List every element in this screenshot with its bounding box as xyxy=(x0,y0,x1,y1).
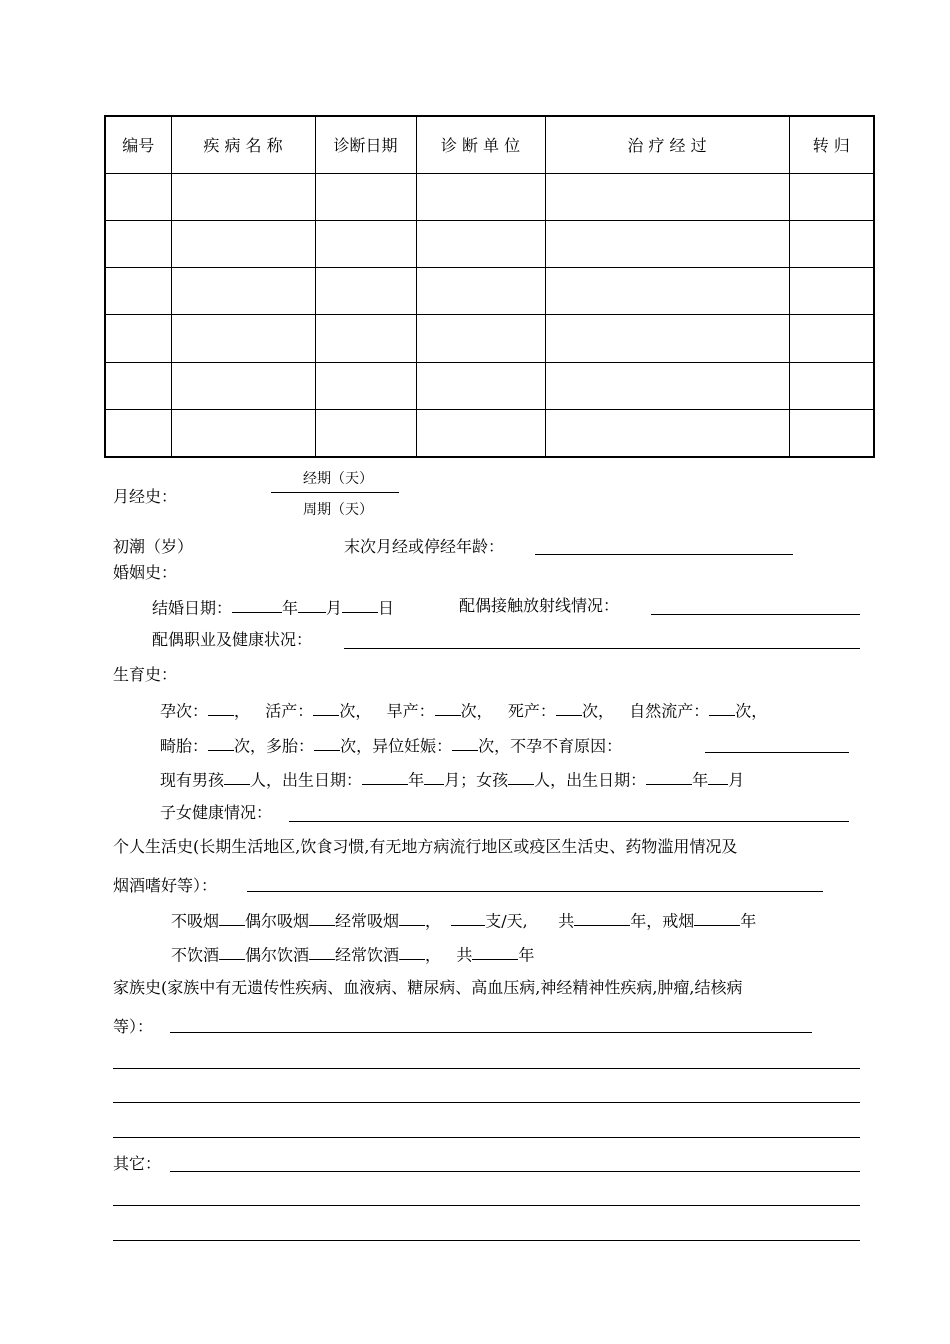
table-cell[interactable] xyxy=(171,173,315,220)
table-cell[interactable] xyxy=(545,173,789,220)
marriage-year-field[interactable] xyxy=(232,598,282,613)
other-line-extra[interactable] xyxy=(113,1240,860,1241)
occasional-smoke-field[interactable] xyxy=(309,911,335,926)
marriage-month-field[interactable] xyxy=(298,598,326,613)
table-cell[interactable] xyxy=(789,410,874,457)
table-cell[interactable] xyxy=(416,268,545,315)
table-cell[interactable] xyxy=(545,315,789,362)
cycle-days-label: 周期（天） xyxy=(303,502,373,518)
table-cell[interactable] xyxy=(171,410,315,457)
last-period-label: 末次月经或停经年龄： xyxy=(344,537,505,556)
table-cell[interactable] xyxy=(315,315,416,362)
menarche-label: 初潮（岁） xyxy=(113,537,194,556)
spouse-radiation-field[interactable] xyxy=(651,614,860,615)
table-cell[interactable] xyxy=(416,315,545,362)
header-number: 编号 xyxy=(105,116,171,173)
family-history-field[interactable] xyxy=(170,1032,812,1033)
other-label: 其它： xyxy=(113,1154,162,1173)
natural-abortion-field[interactable] xyxy=(709,701,735,716)
personal-history-line-1: 个人生活史(长期生活地区,饮食习惯,有无地方病流行地区或疫区生活史、药物滥用情况及 xyxy=(113,837,738,856)
period-days-label: 经期（天） xyxy=(303,471,373,487)
sons-count-field[interactable] xyxy=(224,770,250,785)
other-line-extra[interactable] xyxy=(113,1205,860,1206)
sons-birth-year-field[interactable] xyxy=(362,770,408,785)
no-drink-field[interactable] xyxy=(219,945,245,960)
table-cell[interactable] xyxy=(171,362,315,409)
table-row xyxy=(105,410,874,457)
malformation-field[interactable] xyxy=(208,736,234,751)
table-cell[interactable] xyxy=(416,362,545,409)
spouse-radiation-label: 配偶接触放射线情况： xyxy=(459,596,620,615)
regular-smoke-field[interactable] xyxy=(399,911,425,926)
family-history-line-2: 等）： xyxy=(113,1017,154,1036)
table-row xyxy=(105,220,874,267)
header-diagnosis-unit: 诊 断 单 位 xyxy=(416,116,545,173)
family-history-line-extra[interactable] xyxy=(113,1137,860,1138)
table-header-row xyxy=(105,116,874,173)
table-cell[interactable] xyxy=(105,410,171,457)
infertility-reason-field[interactable] xyxy=(705,752,849,753)
family-history-line-extra[interactable] xyxy=(113,1068,860,1069)
table-row xyxy=(105,268,874,315)
drinking-years-field[interactable] xyxy=(472,945,518,960)
table-cell[interactable] xyxy=(105,220,171,267)
medical-history-table xyxy=(104,115,875,458)
table-row xyxy=(105,173,874,220)
table-cell[interactable] xyxy=(315,220,416,267)
live-births-field[interactable] xyxy=(313,701,339,716)
cigarettes-per-day-field[interactable] xyxy=(451,911,485,926)
personal-history-line-2: 烟酒嗜好等）： xyxy=(113,876,218,895)
header-outcome: 转 归 xyxy=(789,116,874,173)
table-cell[interactable] xyxy=(171,268,315,315)
daughters-birth-month-field[interactable] xyxy=(708,770,728,785)
drinking-row: 不饮酒 偶尔饮酒 经常饮酒 ， 共 年 xyxy=(171,945,535,965)
other-field[interactable] xyxy=(170,1171,860,1172)
spouse-job-field[interactable] xyxy=(344,648,860,649)
pregnancies-field[interactable] xyxy=(208,701,234,716)
table-row xyxy=(105,362,874,409)
table-cell[interactable] xyxy=(416,410,545,457)
smoking-row: 不吸烟 偶尔吸烟 经常吸烟 ， 支/天, 共 年，戒烟 年 xyxy=(171,911,757,931)
daughters-count-field[interactable] xyxy=(508,770,534,785)
table-cell[interactable] xyxy=(545,362,789,409)
table-cell[interactable] xyxy=(545,220,789,267)
multiple-field[interactable] xyxy=(314,736,340,751)
table-cell[interactable] xyxy=(171,220,315,267)
marriage-history-label: 婚姻史： xyxy=(113,563,178,582)
fraction-bar xyxy=(271,492,399,493)
table-cell[interactable] xyxy=(315,173,416,220)
table-row xyxy=(105,315,874,362)
table-cell[interactable] xyxy=(105,362,171,409)
table-cell[interactable] xyxy=(545,410,789,457)
table-cell[interactable] xyxy=(416,173,545,220)
table-cell[interactable] xyxy=(171,315,315,362)
smoking-years-field[interactable] xyxy=(574,911,630,926)
header-diagnosis-date: 诊断日期 xyxy=(315,116,416,173)
family-history-line-extra[interactable] xyxy=(113,1102,860,1103)
table-cell[interactable] xyxy=(545,268,789,315)
marriage-day-field[interactable] xyxy=(342,598,378,613)
table-cell[interactable] xyxy=(789,173,874,220)
no-smoke-field[interactable] xyxy=(219,911,245,926)
fertility-row-1: 孕次： ， 活产： 次， 早产： 次， 死产： 次， 自然流产： 次， xyxy=(160,701,768,721)
table-cell[interactable] xyxy=(789,220,874,267)
spouse-job-label: 配偶职业及健康状况： xyxy=(152,630,313,649)
ectopic-field[interactable] xyxy=(452,736,478,751)
children-health-field[interactable] xyxy=(289,821,849,822)
table-cell[interactable] xyxy=(789,268,874,315)
stillbirths-field[interactable] xyxy=(556,701,582,716)
sons-birth-month-field[interactable] xyxy=(424,770,444,785)
table-cell[interactable] xyxy=(105,315,171,362)
header-treatment: 治 疗 经 过 xyxy=(545,116,789,173)
occasional-drink-field[interactable] xyxy=(309,945,335,960)
table-cell[interactable] xyxy=(789,315,874,362)
header-disease-name: 疾 病 名 称 xyxy=(171,116,315,173)
fertility-row-3: 现有男孩 人，出生日期： 年 月；女孩 人，出生日期： 年 月 xyxy=(160,770,745,790)
table-cell[interactable] xyxy=(315,362,416,409)
marriage-date-row: 结婚日期： 年 月 日 xyxy=(152,598,395,618)
table-cell[interactable] xyxy=(789,362,874,409)
fertility-row-2: 畸胎： 次，多胎： 次，异位妊娠： 次，不孕不育原因： xyxy=(160,736,623,756)
quit-smoking-years-field[interactable] xyxy=(694,911,740,926)
premature-field[interactable] xyxy=(435,701,461,716)
table-cell[interactable] xyxy=(105,268,171,315)
table-cell[interactable] xyxy=(315,268,416,315)
table-cell[interactable] xyxy=(315,410,416,457)
table-cell[interactable] xyxy=(105,173,171,220)
last-period-field[interactable] xyxy=(535,554,793,555)
table-cell[interactable] xyxy=(416,220,545,267)
fertility-history-label: 生育史： xyxy=(113,665,178,684)
regular-drink-field[interactable] xyxy=(399,945,425,960)
children-health-label: 子女健康情况： xyxy=(160,803,273,822)
personal-history-field[interactable] xyxy=(247,891,823,892)
daughters-birth-year-field[interactable] xyxy=(646,770,692,785)
menstrual-history-label: 月经史： xyxy=(113,487,178,506)
family-history-line-1: 家族史(家族中有无遗传性疾病、血液病、糖尿病、高血压病,神经精神性疾病,肿瘤,结核病 xyxy=(113,978,743,997)
